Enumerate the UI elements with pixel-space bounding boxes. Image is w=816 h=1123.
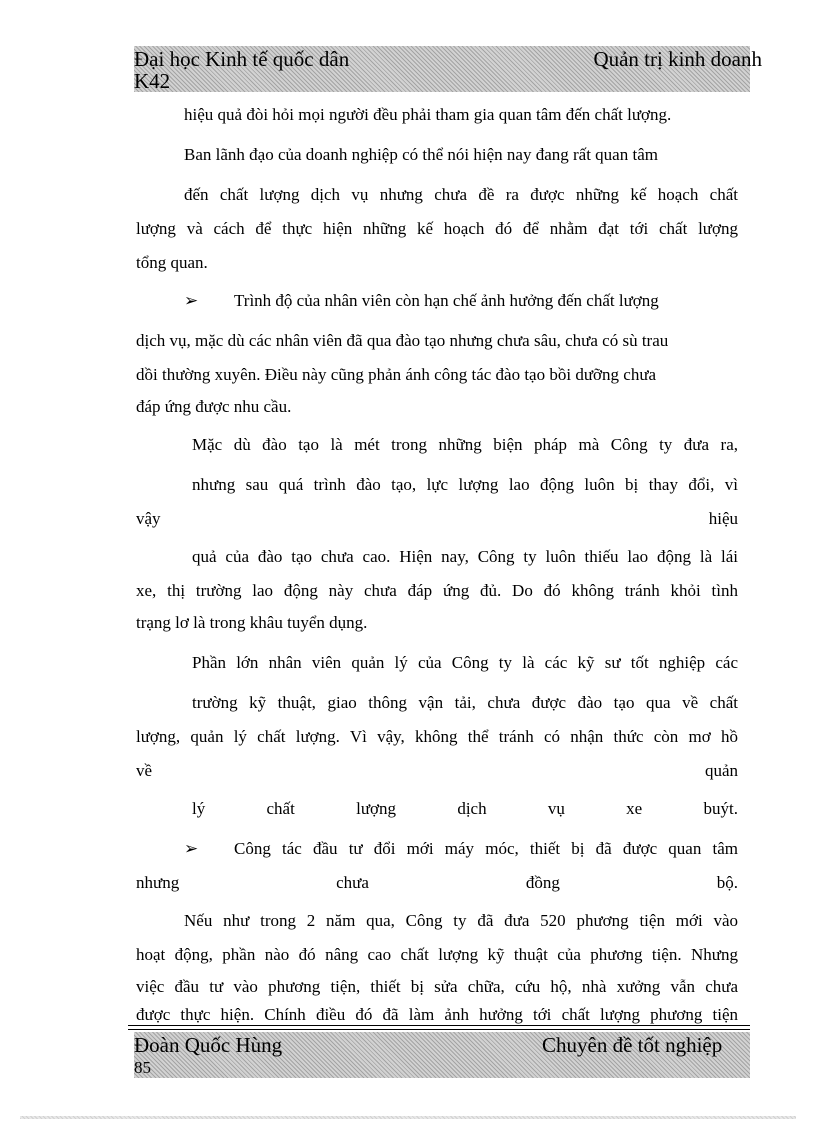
text-line: nhưng sau quá trình đào tạo, lực lượng lao động luôn bị thay đổi, vì: [192, 475, 738, 494]
text-line: Phần lớn nhân viên quản lý của Công ty là các kỹ sư tốt nghiệp các: [192, 653, 738, 672]
bullet-icon: ➢: [184, 291, 199, 310]
text-line: đáp ứng được nhu cầu.: [136, 397, 292, 416]
footer-rule-top: [128, 1025, 750, 1026]
text-line: trường kỹ thuật, giao thông vận tải, chưa được đào tạo qua về chất: [192, 693, 738, 712]
text-line: hoạt động, phần nào đó nâng cao chất lượng kỹ thuật của phương tiện. Nhưng: [136, 945, 738, 964]
text-line: hiệu quả đòi hỏi mọi người đều phải tham gia quan tâm đến chất lượng.: [184, 105, 672, 124]
page-number: 85: [134, 1058, 151, 1077]
text-line: vậy: [136, 509, 161, 528]
text-line: được thực hiện. Chính điều đó đã làm ảnh hưởng tới chất lượng phương tiện: [136, 1005, 738, 1024]
text-line: Nếu như trong 2 năm qua, Công ty đã đưa 520 phương tiện mới vào: [184, 911, 738, 930]
scan-edge-strip: [20, 1116, 796, 1119]
text-line: đến chất lượng dịch vụ nhưng chưa đề ra được những kế hoạch chất: [184, 185, 738, 204]
text-line: xe, thị trường lao động này chưa đáp ứng đủ. Do đó không tránh khỏi tình: [136, 581, 738, 600]
text-line: hiệu: [708, 509, 738, 528]
header-university: Đại học Kinh tế quốc dân: [134, 47, 350, 71]
text-line: lượng và cách để thực hiện những kế hoạch đó để nhằm đạt tới chất lượng: [136, 219, 738, 238]
text-line: lý chất lượng dịch vụ xe buýt.: [192, 799, 738, 818]
bullet-icon: ➢: [184, 839, 199, 858]
text-line: lượng, quản lý chất lượng. Vì vậy, không thể tránh có nhận thức còn mơ hồ: [136, 727, 738, 746]
header-course: K42: [134, 69, 171, 93]
text-line: Mặc dù đào tạo là mét trong những biện pháp mà Công ty đưa ra,: [192, 435, 738, 454]
text-line: việc đầu tư vào phương tiện, thiết bị sửa chữa, cứu hộ, nhà xưởng vẫn chưa: [136, 977, 738, 996]
footer-title: Chuyên đề tốt nghiệp: [542, 1033, 723, 1057]
footer-author: Đoàn Quốc Hùng: [134, 1033, 283, 1057]
text-line: quả của đào tạo chưa cao. Hiện nay, Công ty luôn thiếu lao động là lái: [192, 547, 738, 566]
text-line: về: [136, 761, 153, 780]
text-line: Công tác đầu tư đổi mới máy móc, thiết bị đã được quan tâm: [234, 839, 738, 858]
text-line: dồi thường xuyên. Điều này cũng phản ánh công tác đào tạo bồi dưỡng chưa: [136, 365, 657, 384]
page-header: [134, 46, 762, 93]
text-line: dịch vụ, mặc dù các nhân viên đã qua đào tạo nhưng chưa sâu, chưa có sù trau: [136, 331, 669, 350]
footer-rule-bottom: [128, 1029, 750, 1030]
text-line: tổng quan.: [136, 253, 208, 272]
page-footer: [134, 1032, 750, 1078]
text-line: Trình độ của nhân viên còn hạn chế ảnh hưởng đến chất lượng: [234, 291, 659, 310]
text-line: Ban lãnh đạo của doanh nghiệp có thể nói hiện nay đang rất quan tâm: [184, 145, 658, 164]
header-faculty: Quản trị kinh doanh: [593, 47, 762, 71]
text-line: quản: [704, 761, 738, 780]
text-line: nhưng chưa đồng bộ.: [136, 873, 738, 892]
text-line: trạng lơ là trong khâu tuyển dụng.: [136, 613, 368, 632]
